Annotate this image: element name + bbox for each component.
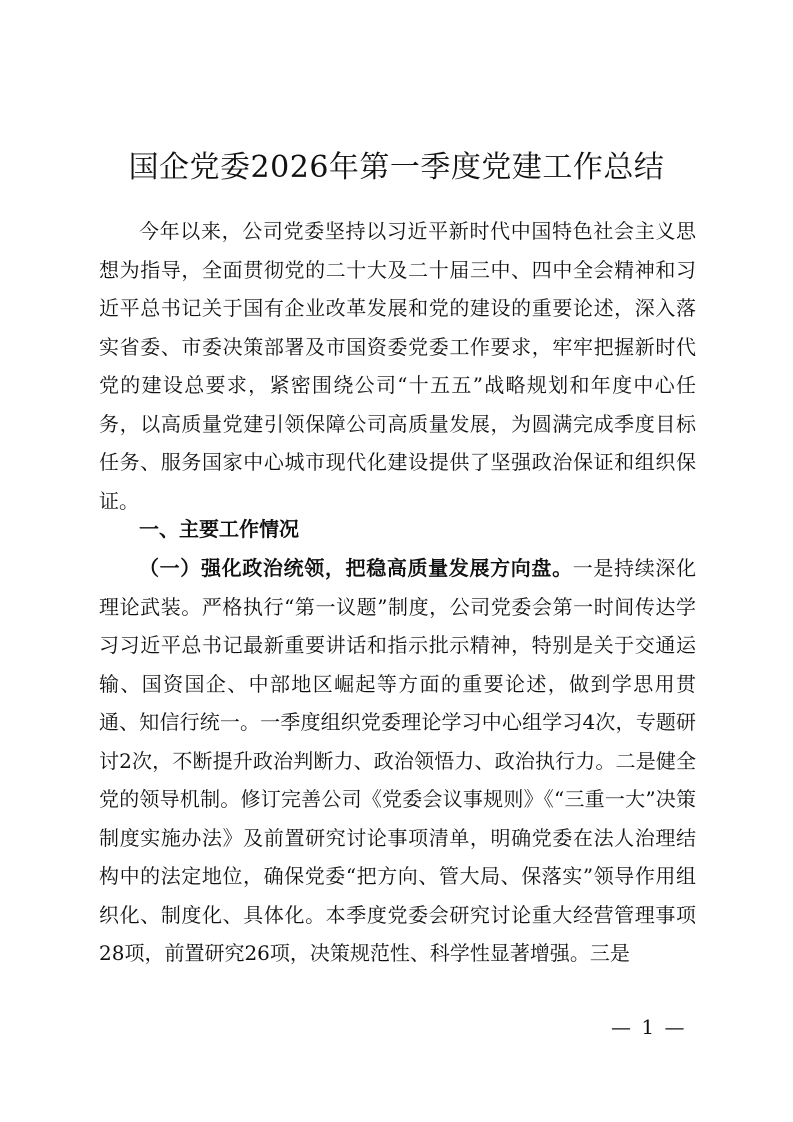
section-lead: （一）强化政治统领，把稳高质量发展方向盘。 xyxy=(139,556,573,580)
document-title: 国企党委2026年第一季度党建工作总结 xyxy=(128,150,665,185)
section-paragraph xyxy=(99,549,696,973)
page-number: — 1 — xyxy=(611,1015,687,1039)
section-heading: 一、主要工作情况 xyxy=(139,517,299,541)
section-body: 一是持续深化理论武装。严格执行“第一议题”制度，公司党委会第一时间传达学习习近平总书记最新重要讲话和指示批示精神，特别是关于交通运输、国资国企、中部地区崛起等方面的重要论述，做到学思用贯通、知信行统一。一季度组织党委理论学习中心组学习4次，专题研讨2次，不断提升政治判断力、政治领悟力、政治执行力。二是健全党的领导机制。修订完善公司《党委会议事规则》《“三重一大”决策制度实施办法》及前置研究讨论事项清单，明确党委在法人治理结构中的法定地位，确保党委“把方向、管大局、保落实”领导作用组织化、制度化、具体化。本季度党委会研究讨论重大经营管理事项28项，前置研究26项，决策规范性、科学性显著增强。三是 xyxy=(99,556,697,965)
intro-paragraph: 今年以来，公司党委坚持以习近平新时代中国特色社会主义思想为指导，全面贯彻党的二十大及二十届三中、四中全会精神和习近平总书记关于国有企业改革发展和党的建设的重要论述，深入落实省委、市委决策部署及市国资委党委工作要求，牢牢把握新时代党的建设总要求，紧密围绕公司“十五五”战略规划和年度中心任务，以高质量党建引领保障公司高质量发展，为圆满完成季度目标任务、服务国家中心城市现代化建设提供了坚强政治保证和组织保证。 xyxy=(99,219,696,513)
